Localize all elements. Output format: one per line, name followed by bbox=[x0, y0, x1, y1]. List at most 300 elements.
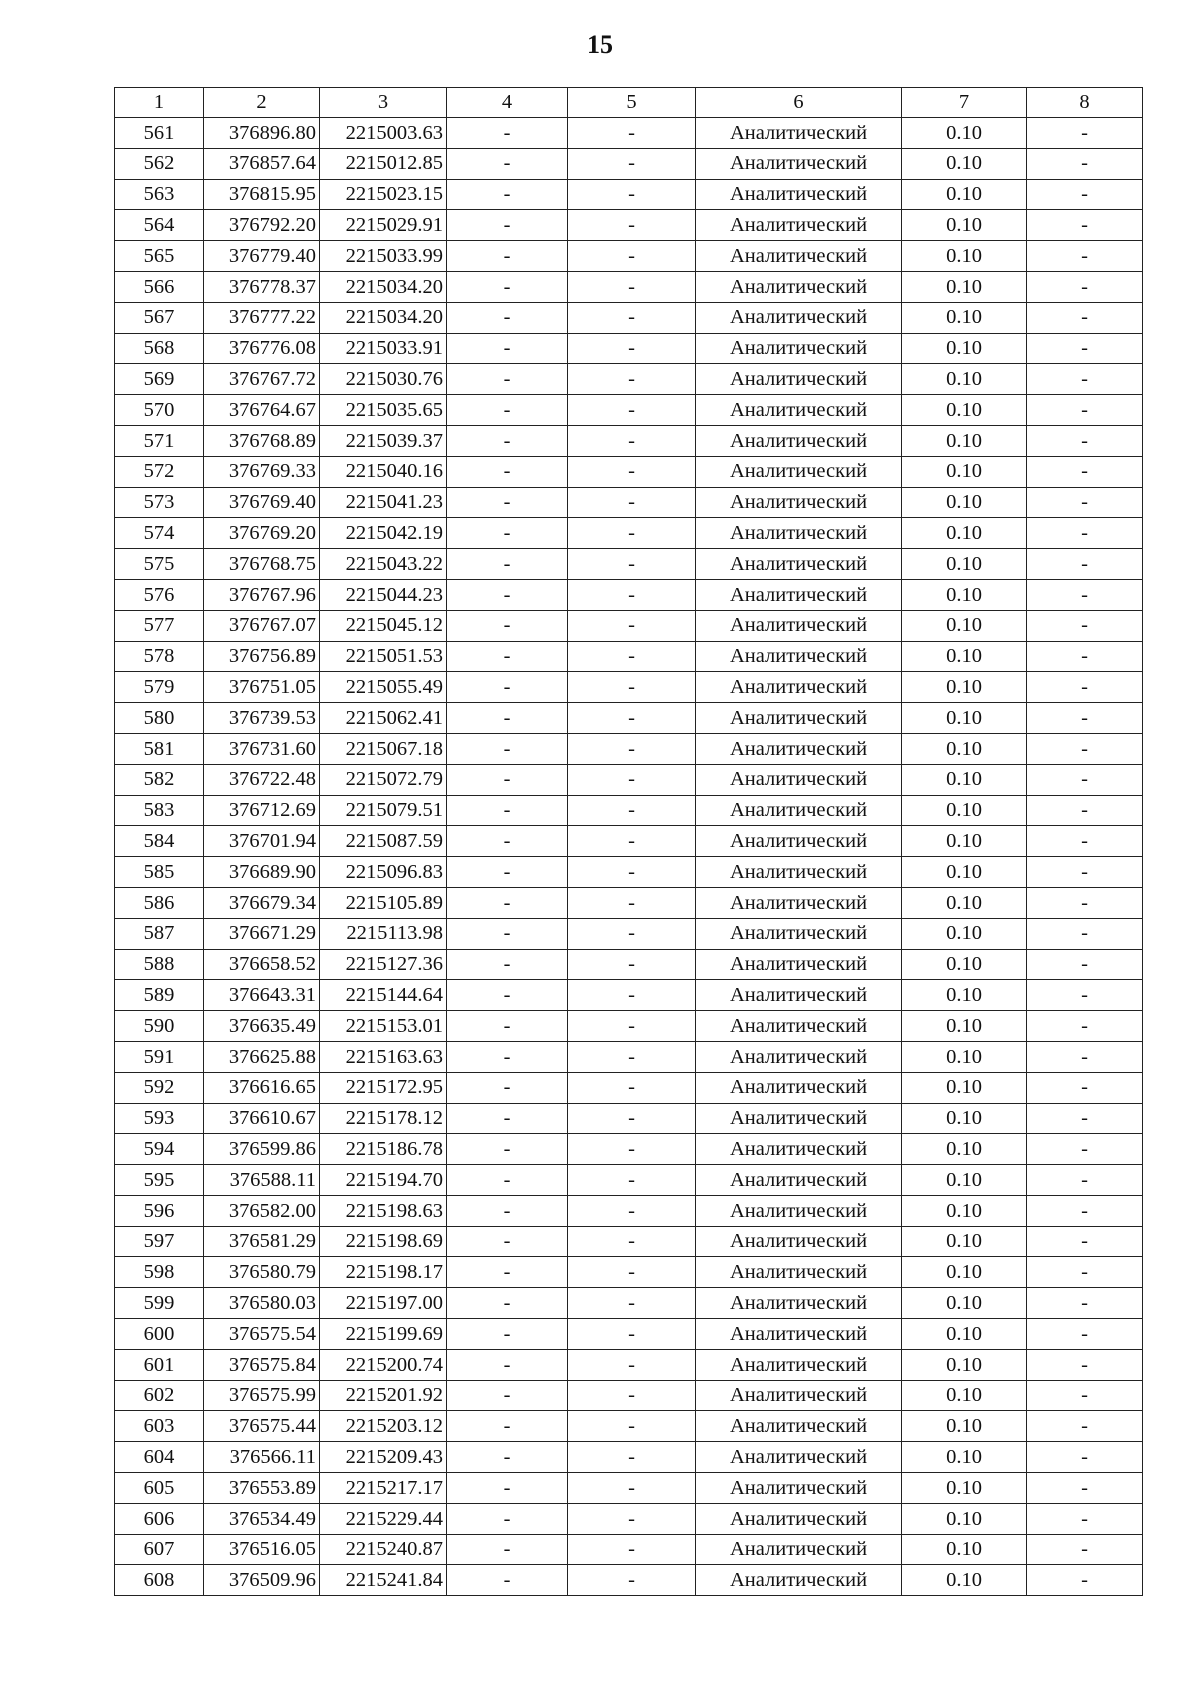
column-4-cell: - bbox=[447, 1041, 568, 1072]
y-coordinate-cell: 2215055.49 bbox=[320, 672, 447, 703]
column-4-cell: - bbox=[447, 425, 568, 456]
table-row bbox=[115, 456, 1143, 487]
method-cell: Аналитический bbox=[696, 1319, 902, 1350]
table-row bbox=[115, 148, 1143, 179]
column-8-cell: - bbox=[1027, 1565, 1143, 1596]
table-row bbox=[115, 1103, 1143, 1134]
method-cell: Аналитический bbox=[696, 271, 902, 302]
accuracy-cell: 0.10 bbox=[902, 364, 1027, 395]
method-cell: Аналитический bbox=[696, 395, 902, 426]
column-4-cell: - bbox=[447, 1565, 568, 1596]
column-5-cell: - bbox=[568, 703, 696, 734]
accuracy-cell: 0.10 bbox=[902, 1041, 1027, 1072]
y-coordinate-cell: 2215198.63 bbox=[320, 1195, 447, 1226]
accuracy-cell: 0.10 bbox=[902, 487, 1027, 518]
x-coordinate-cell: 376756.89 bbox=[204, 641, 320, 672]
accuracy-cell: 0.10 bbox=[902, 1103, 1027, 1134]
column-5-cell: - bbox=[568, 1565, 696, 1596]
accuracy-cell: 0.10 bbox=[902, 1257, 1027, 1288]
point-number-cell: 588 bbox=[115, 949, 204, 980]
x-coordinate-cell: 376739.53 bbox=[204, 703, 320, 734]
column-4-cell: - bbox=[447, 826, 568, 857]
column-8-cell: - bbox=[1027, 241, 1143, 272]
x-coordinate-cell: 376792.20 bbox=[204, 210, 320, 241]
point-number-cell: 580 bbox=[115, 703, 204, 734]
x-coordinate-cell: 376778.37 bbox=[204, 271, 320, 302]
x-coordinate-cell: 376769.33 bbox=[204, 456, 320, 487]
coordinates-table bbox=[114, 87, 1143, 1596]
y-coordinate-cell: 2215144.64 bbox=[320, 980, 447, 1011]
table-row bbox=[115, 918, 1143, 949]
point-number-cell: 597 bbox=[115, 1226, 204, 1257]
x-coordinate-cell: 376671.29 bbox=[204, 918, 320, 949]
column-5-cell: - bbox=[568, 1380, 696, 1411]
x-coordinate-cell: 376588.11 bbox=[204, 1165, 320, 1196]
column-4-cell: - bbox=[447, 1380, 568, 1411]
column-header-5: 5 bbox=[568, 88, 696, 118]
column-8-cell: - bbox=[1027, 456, 1143, 487]
column-5-cell: - bbox=[568, 1442, 696, 1473]
method-cell: Аналитический bbox=[696, 610, 902, 641]
y-coordinate-cell: 2215043.22 bbox=[320, 549, 447, 580]
point-number-cell: 598 bbox=[115, 1257, 204, 1288]
accuracy-cell: 0.10 bbox=[902, 1534, 1027, 1565]
point-number-cell: 568 bbox=[115, 333, 204, 364]
y-coordinate-cell: 2215035.65 bbox=[320, 395, 447, 426]
accuracy-cell: 0.10 bbox=[902, 1503, 1027, 1534]
y-coordinate-cell: 2215030.76 bbox=[320, 364, 447, 395]
column-5-cell: - bbox=[568, 518, 696, 549]
column-8-cell: - bbox=[1027, 518, 1143, 549]
x-coordinate-cell: 376764.67 bbox=[204, 395, 320, 426]
column-5-cell: - bbox=[568, 641, 696, 672]
column-5-cell: - bbox=[568, 179, 696, 210]
column-4-cell: - bbox=[447, 795, 568, 826]
column-5-cell: - bbox=[568, 1134, 696, 1165]
column-8-cell: - bbox=[1027, 1041, 1143, 1072]
accuracy-cell: 0.10 bbox=[902, 1411, 1027, 1442]
accuracy-cell: 0.10 bbox=[902, 1195, 1027, 1226]
column-8-cell: - bbox=[1027, 1534, 1143, 1565]
x-coordinate-cell: 376769.40 bbox=[204, 487, 320, 518]
accuracy-cell: 0.10 bbox=[902, 210, 1027, 241]
table-row bbox=[115, 1165, 1143, 1196]
method-cell: Аналитический bbox=[696, 1288, 902, 1319]
column-5-cell: - bbox=[568, 456, 696, 487]
accuracy-cell: 0.10 bbox=[902, 610, 1027, 641]
accuracy-cell: 0.10 bbox=[902, 857, 1027, 888]
y-coordinate-cell: 2215044.23 bbox=[320, 579, 447, 610]
x-coordinate-cell: 376616.65 bbox=[204, 1072, 320, 1103]
point-number-cell: 599 bbox=[115, 1288, 204, 1319]
x-coordinate-cell: 376768.75 bbox=[204, 549, 320, 580]
column-4-cell: - bbox=[447, 1226, 568, 1257]
column-5-cell: - bbox=[568, 1349, 696, 1380]
table-row bbox=[115, 1041, 1143, 1072]
method-cell: Аналитический bbox=[696, 1380, 902, 1411]
column-header-4: 4 bbox=[447, 88, 568, 118]
point-number-cell: 592 bbox=[115, 1072, 204, 1103]
point-number-cell: 581 bbox=[115, 733, 204, 764]
y-coordinate-cell: 2215072.79 bbox=[320, 764, 447, 795]
column-5-cell: - bbox=[568, 487, 696, 518]
table-row bbox=[115, 302, 1143, 333]
point-number-cell: 583 bbox=[115, 795, 204, 826]
y-coordinate-cell: 2215241.84 bbox=[320, 1565, 447, 1596]
accuracy-cell: 0.10 bbox=[902, 456, 1027, 487]
accuracy-cell: 0.10 bbox=[902, 148, 1027, 179]
accuracy-cell: 0.10 bbox=[902, 579, 1027, 610]
column-5-cell: - bbox=[568, 425, 696, 456]
column-4-cell: - bbox=[447, 1349, 568, 1380]
column-8-cell: - bbox=[1027, 1257, 1143, 1288]
table-row bbox=[115, 826, 1143, 857]
accuracy-cell: 0.10 bbox=[902, 918, 1027, 949]
column-5-cell: - bbox=[568, 857, 696, 888]
table-row bbox=[115, 764, 1143, 795]
table-row bbox=[115, 518, 1143, 549]
x-coordinate-cell: 376643.31 bbox=[204, 980, 320, 1011]
column-8-cell: - bbox=[1027, 364, 1143, 395]
column-5-cell: - bbox=[568, 579, 696, 610]
y-coordinate-cell: 2215194.70 bbox=[320, 1165, 447, 1196]
point-number-cell: 567 bbox=[115, 302, 204, 333]
method-cell: Аналитический bbox=[696, 733, 902, 764]
column-8-cell: - bbox=[1027, 795, 1143, 826]
method-cell: Аналитический bbox=[696, 1103, 902, 1134]
column-8-cell: - bbox=[1027, 918, 1143, 949]
method-cell: Аналитический bbox=[696, 703, 902, 734]
method-cell: Аналитический bbox=[696, 518, 902, 549]
column-4-cell: - bbox=[447, 1257, 568, 1288]
x-coordinate-cell: 376575.44 bbox=[204, 1411, 320, 1442]
column-5-cell: - bbox=[568, 241, 696, 272]
table-row bbox=[115, 1072, 1143, 1103]
column-8-cell: - bbox=[1027, 487, 1143, 518]
column-4-cell: - bbox=[447, 179, 568, 210]
point-number-cell: 572 bbox=[115, 456, 204, 487]
x-coordinate-cell: 376658.52 bbox=[204, 949, 320, 980]
column-8-cell: - bbox=[1027, 1165, 1143, 1196]
column-5-cell: - bbox=[568, 1103, 696, 1134]
y-coordinate-cell: 2215023.15 bbox=[320, 179, 447, 210]
method-cell: Аналитический bbox=[696, 1534, 902, 1565]
x-coordinate-cell: 376575.84 bbox=[204, 1349, 320, 1380]
y-coordinate-cell: 2215217.17 bbox=[320, 1473, 447, 1504]
column-8-cell: - bbox=[1027, 1011, 1143, 1042]
column-8-cell: - bbox=[1027, 980, 1143, 1011]
point-number-cell: 584 bbox=[115, 826, 204, 857]
column-8-cell: - bbox=[1027, 857, 1143, 888]
method-cell: Аналитический bbox=[696, 241, 902, 272]
y-coordinate-cell: 2215079.51 bbox=[320, 795, 447, 826]
y-coordinate-cell: 2215153.01 bbox=[320, 1011, 447, 1042]
column-4-cell: - bbox=[447, 703, 568, 734]
method-cell: Аналитический bbox=[696, 1226, 902, 1257]
y-coordinate-cell: 2215034.20 bbox=[320, 271, 447, 302]
y-coordinate-cell: 2215201.92 bbox=[320, 1380, 447, 1411]
point-number-cell: 589 bbox=[115, 980, 204, 1011]
point-number-cell: 570 bbox=[115, 395, 204, 426]
column-8-cell: - bbox=[1027, 1349, 1143, 1380]
y-coordinate-cell: 2215105.89 bbox=[320, 887, 447, 918]
accuracy-cell: 0.10 bbox=[902, 733, 1027, 764]
y-coordinate-cell: 2215172.95 bbox=[320, 1072, 447, 1103]
accuracy-cell: 0.10 bbox=[902, 241, 1027, 272]
table-row bbox=[115, 1503, 1143, 1534]
column-4-cell: - bbox=[447, 1503, 568, 1534]
accuracy-cell: 0.10 bbox=[902, 425, 1027, 456]
x-coordinate-cell: 376751.05 bbox=[204, 672, 320, 703]
column-4-cell: - bbox=[447, 241, 568, 272]
x-coordinate-cell: 376575.54 bbox=[204, 1319, 320, 1350]
method-cell: Аналитический bbox=[696, 1503, 902, 1534]
table-row bbox=[115, 980, 1143, 1011]
y-coordinate-cell: 2215051.53 bbox=[320, 641, 447, 672]
column-4-cell: - bbox=[447, 1411, 568, 1442]
table-row bbox=[115, 1319, 1143, 1350]
column-4-cell: - bbox=[447, 610, 568, 641]
x-coordinate-cell: 376635.49 bbox=[204, 1011, 320, 1042]
method-cell: Аналитический bbox=[696, 1257, 902, 1288]
y-coordinate-cell: 2215067.18 bbox=[320, 733, 447, 764]
y-coordinate-cell: 2215229.44 bbox=[320, 1503, 447, 1534]
table-row bbox=[115, 333, 1143, 364]
column-4-cell: - bbox=[447, 1534, 568, 1565]
point-number-cell: 577 bbox=[115, 610, 204, 641]
column-4-cell: - bbox=[447, 918, 568, 949]
table-row bbox=[115, 241, 1143, 272]
table-row bbox=[115, 271, 1143, 302]
table-row bbox=[115, 641, 1143, 672]
table-row bbox=[115, 1226, 1143, 1257]
column-8-cell: - bbox=[1027, 1134, 1143, 1165]
table-row bbox=[115, 1442, 1143, 1473]
column-4-cell: - bbox=[447, 271, 568, 302]
y-coordinate-cell: 2215045.12 bbox=[320, 610, 447, 641]
y-coordinate-cell: 2215096.83 bbox=[320, 857, 447, 888]
method-cell: Аналитический bbox=[696, 980, 902, 1011]
point-number-cell: 573 bbox=[115, 487, 204, 518]
x-coordinate-cell: 376768.89 bbox=[204, 425, 320, 456]
point-number-cell: 595 bbox=[115, 1165, 204, 1196]
column-5-cell: - bbox=[568, 980, 696, 1011]
y-coordinate-cell: 2215039.37 bbox=[320, 425, 447, 456]
column-5-cell: - bbox=[568, 918, 696, 949]
x-coordinate-cell: 376776.08 bbox=[204, 333, 320, 364]
y-coordinate-cell: 2215186.78 bbox=[320, 1134, 447, 1165]
table-row bbox=[115, 1534, 1143, 1565]
accuracy-cell: 0.10 bbox=[902, 302, 1027, 333]
method-cell: Аналитический bbox=[696, 333, 902, 364]
y-coordinate-cell: 2215012.85 bbox=[320, 148, 447, 179]
y-coordinate-cell: 2215042.19 bbox=[320, 518, 447, 549]
column-5-cell: - bbox=[568, 1072, 696, 1103]
column-8-cell: - bbox=[1027, 1319, 1143, 1350]
x-coordinate-cell: 376767.96 bbox=[204, 579, 320, 610]
column-8-cell: - bbox=[1027, 887, 1143, 918]
column-4-cell: - bbox=[447, 579, 568, 610]
method-cell: Аналитический bbox=[696, 302, 902, 333]
column-5-cell: - bbox=[568, 1473, 696, 1504]
y-coordinate-cell: 2215198.17 bbox=[320, 1257, 447, 1288]
accuracy-cell: 0.10 bbox=[902, 703, 1027, 734]
y-coordinate-cell: 2215062.41 bbox=[320, 703, 447, 734]
column-5-cell: - bbox=[568, 1011, 696, 1042]
column-8-cell: - bbox=[1027, 641, 1143, 672]
column-4-cell: - bbox=[447, 148, 568, 179]
y-coordinate-cell: 2215240.87 bbox=[320, 1534, 447, 1565]
column-8-cell: - bbox=[1027, 1288, 1143, 1319]
column-8-cell: - bbox=[1027, 425, 1143, 456]
accuracy-cell: 0.10 bbox=[902, 826, 1027, 857]
y-coordinate-cell: 2215209.43 bbox=[320, 1442, 447, 1473]
column-4-cell: - bbox=[447, 1011, 568, 1042]
column-4-cell: - bbox=[447, 118, 568, 149]
accuracy-cell: 0.10 bbox=[902, 179, 1027, 210]
column-header-8: 8 bbox=[1027, 88, 1143, 118]
point-number-cell: 600 bbox=[115, 1319, 204, 1350]
page-number: 15 bbox=[587, 30, 613, 59]
column-5-cell: - bbox=[568, 1319, 696, 1350]
x-coordinate-cell: 376534.49 bbox=[204, 1503, 320, 1534]
method-cell: Аналитический bbox=[696, 949, 902, 980]
column-4-cell: - bbox=[447, 1473, 568, 1504]
table-row bbox=[115, 1349, 1143, 1380]
column-8-cell: - bbox=[1027, 672, 1143, 703]
y-coordinate-cell: 2215029.91 bbox=[320, 210, 447, 241]
point-number-cell: 604 bbox=[115, 1442, 204, 1473]
accuracy-cell: 0.10 bbox=[902, 887, 1027, 918]
method-cell: Аналитический bbox=[696, 1011, 902, 1042]
column-8-cell: - bbox=[1027, 610, 1143, 641]
column-5-cell: - bbox=[568, 1411, 696, 1442]
column-4-cell: - bbox=[447, 456, 568, 487]
method-cell: Аналитический bbox=[696, 579, 902, 610]
table-row bbox=[115, 395, 1143, 426]
method-cell: Аналитический bbox=[696, 1134, 902, 1165]
method-cell: Аналитический bbox=[696, 456, 902, 487]
column-5-cell: - bbox=[568, 148, 696, 179]
point-number-cell: 605 bbox=[115, 1473, 204, 1504]
accuracy-cell: 0.10 bbox=[902, 1226, 1027, 1257]
accuracy-cell: 0.10 bbox=[902, 949, 1027, 980]
point-number-cell: 582 bbox=[115, 764, 204, 795]
table-row bbox=[115, 703, 1143, 734]
column-4-cell: - bbox=[447, 1103, 568, 1134]
table-row bbox=[115, 1473, 1143, 1504]
accuracy-cell: 0.10 bbox=[902, 1319, 1027, 1350]
point-number-cell: 576 bbox=[115, 579, 204, 610]
point-number-cell: 607 bbox=[115, 1534, 204, 1565]
point-number-cell: 579 bbox=[115, 672, 204, 703]
y-coordinate-cell: 2215200.74 bbox=[320, 1349, 447, 1380]
point-number-cell: 591 bbox=[115, 1041, 204, 1072]
y-coordinate-cell: 2215163.63 bbox=[320, 1041, 447, 1072]
point-number-cell: 565 bbox=[115, 241, 204, 272]
table-body bbox=[115, 118, 1143, 1596]
column-4-cell: - bbox=[447, 1442, 568, 1473]
accuracy-cell: 0.10 bbox=[902, 395, 1027, 426]
method-cell: Аналитический bbox=[696, 641, 902, 672]
y-coordinate-cell: 2215199.69 bbox=[320, 1319, 447, 1350]
point-number-cell: 566 bbox=[115, 271, 204, 302]
x-coordinate-cell: 376777.22 bbox=[204, 302, 320, 333]
column-5-cell: - bbox=[568, 1226, 696, 1257]
point-number-cell: 606 bbox=[115, 1503, 204, 1534]
column-4-cell: - bbox=[447, 364, 568, 395]
method-cell: Аналитический bbox=[696, 1349, 902, 1380]
column-5-cell: - bbox=[568, 1165, 696, 1196]
point-number-cell: 586 bbox=[115, 887, 204, 918]
method-cell: Аналитический bbox=[696, 672, 902, 703]
column-4-cell: - bbox=[447, 857, 568, 888]
x-coordinate-cell: 376580.79 bbox=[204, 1257, 320, 1288]
column-5-cell: - bbox=[568, 949, 696, 980]
column-5-cell: - bbox=[568, 210, 696, 241]
column-4-cell: - bbox=[447, 733, 568, 764]
table-row bbox=[115, 487, 1143, 518]
point-number-cell: 563 bbox=[115, 179, 204, 210]
table-row bbox=[115, 210, 1143, 241]
point-number-cell: 564 bbox=[115, 210, 204, 241]
column-8-cell: - bbox=[1027, 1503, 1143, 1534]
column-5-cell: - bbox=[568, 271, 696, 302]
point-number-cell: 603 bbox=[115, 1411, 204, 1442]
column-5-cell: - bbox=[568, 764, 696, 795]
table-row bbox=[115, 1380, 1143, 1411]
method-cell: Аналитический bbox=[696, 118, 902, 149]
column-8-cell: - bbox=[1027, 148, 1143, 179]
table-row bbox=[115, 857, 1143, 888]
table-row bbox=[115, 549, 1143, 580]
y-coordinate-cell: 2215034.20 bbox=[320, 302, 447, 333]
point-number-cell: 575 bbox=[115, 549, 204, 580]
column-8-cell: - bbox=[1027, 764, 1143, 795]
x-coordinate-cell: 376582.00 bbox=[204, 1195, 320, 1226]
x-coordinate-cell: 376722.48 bbox=[204, 764, 320, 795]
point-number-cell: 593 bbox=[115, 1103, 204, 1134]
column-4-cell: - bbox=[447, 1288, 568, 1319]
table-row bbox=[115, 1257, 1143, 1288]
y-coordinate-cell: 2215198.69 bbox=[320, 1226, 447, 1257]
column-header-1: 1 bbox=[115, 88, 204, 118]
column-header-7: 7 bbox=[902, 88, 1027, 118]
table-row bbox=[115, 579, 1143, 610]
accuracy-cell: 0.10 bbox=[902, 1473, 1027, 1504]
column-8-cell: - bbox=[1027, 733, 1143, 764]
y-coordinate-cell: 2215040.16 bbox=[320, 456, 447, 487]
x-coordinate-cell: 376516.05 bbox=[204, 1534, 320, 1565]
column-8-cell: - bbox=[1027, 271, 1143, 302]
table-row bbox=[115, 1411, 1143, 1442]
column-8-cell: - bbox=[1027, 1473, 1143, 1504]
method-cell: Аналитический bbox=[696, 1411, 902, 1442]
table-row bbox=[115, 733, 1143, 764]
point-number-cell: 578 bbox=[115, 641, 204, 672]
column-4-cell: - bbox=[447, 887, 568, 918]
y-coordinate-cell: 2215003.63 bbox=[320, 118, 447, 149]
x-coordinate-cell: 376553.89 bbox=[204, 1473, 320, 1504]
column-8-cell: - bbox=[1027, 1411, 1143, 1442]
point-number-cell: 585 bbox=[115, 857, 204, 888]
method-cell: Аналитический bbox=[696, 1442, 902, 1473]
column-5-cell: - bbox=[568, 395, 696, 426]
column-4-cell: - bbox=[447, 302, 568, 333]
accuracy-cell: 0.10 bbox=[902, 980, 1027, 1011]
y-coordinate-cell: 2215178.12 bbox=[320, 1103, 447, 1134]
column-header-2: 2 bbox=[204, 88, 320, 118]
